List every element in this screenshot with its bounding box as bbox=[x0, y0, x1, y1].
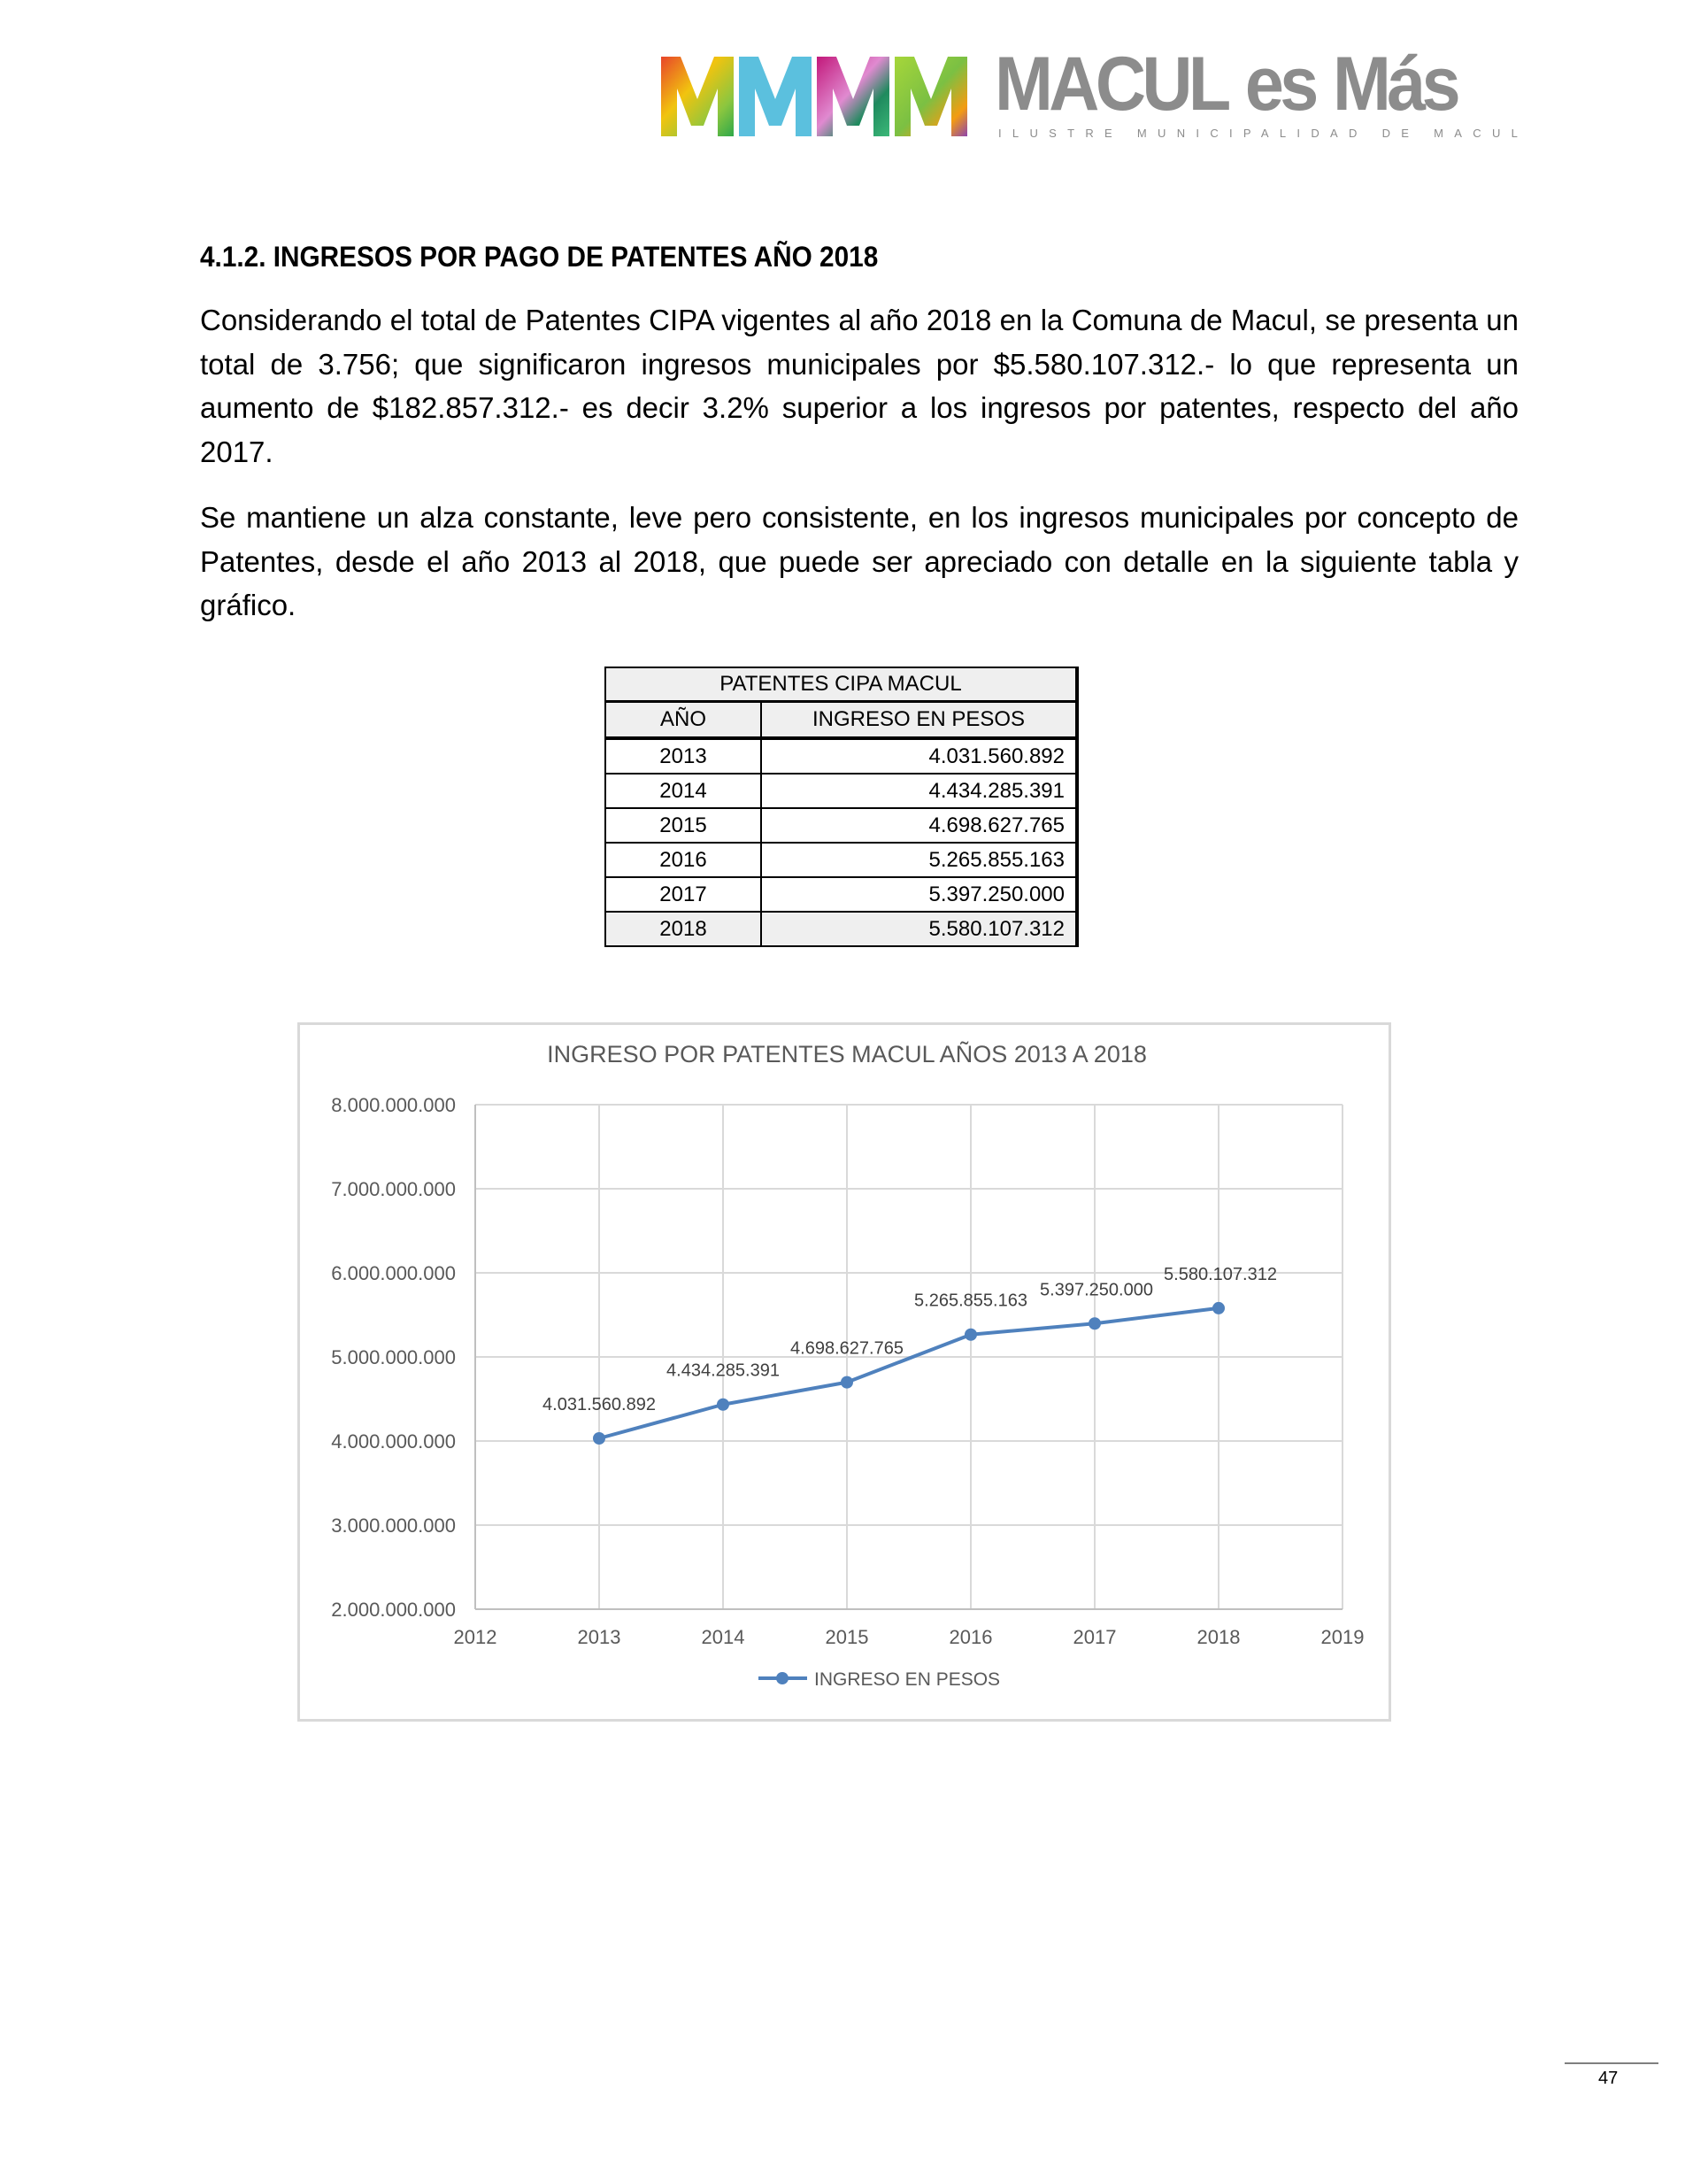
y-tick-label: 7.000.000.000 bbox=[331, 1178, 456, 1200]
municipality-logo-wordmark bbox=[995, 42, 1458, 127]
body-paragraph-1: Considerando el total de Patentes CIPA vigentes al año 2018 en la Comuna de Macul, se presenta un total de 3.756; que significaron ingresos municipales por $5.580.107.312.- lo que representa un aumento de $182.857.312.- es decir 3.2% superior a los ingresos por patentes, respecto del año 2017. bbox=[200, 304, 1519, 468]
body-paragraph-2: Se mantiene un alza constante, leve pero consistente, en los ingresos municipales por concepto de Patentes, desde el año 2013 al 2018, que puede ser apreciado con detalle en la siguiente tabla y gráfico. bbox=[200, 501, 1519, 621]
data-label: 5.397.250.000 bbox=[1040, 1280, 1153, 1300]
logo-word-mas: Más bbox=[1332, 42, 1458, 127]
logo-word-es: es bbox=[1244, 42, 1315, 127]
data-point-marker bbox=[965, 1329, 977, 1341]
income-line-chart bbox=[297, 1022, 1391, 1722]
y-tick-label: 6.000.000.000 bbox=[331, 1262, 456, 1284]
data-label: 5.265.855.163 bbox=[914, 1291, 1027, 1311]
patentes-table bbox=[604, 667, 1079, 947]
municipality-logo-mark bbox=[661, 57, 971, 136]
table-title-row bbox=[605, 667, 1077, 702]
x-tick-label: 2015 bbox=[825, 1626, 869, 1648]
x-tick-label: 2014 bbox=[701, 1626, 745, 1648]
y-tick-label: 8.000.000.000 bbox=[331, 1094, 456, 1116]
cell-year: 2016 bbox=[605, 843, 761, 877]
data-point-marker bbox=[717, 1399, 729, 1411]
cell-income: 4.698.627.765 bbox=[761, 808, 1077, 843]
cell-income: 4.434.285.391 bbox=[761, 774, 1077, 808]
data-point-marker bbox=[841, 1376, 853, 1389]
logo-subtitle: ILUSTRE MUNICIPALIDAD DE MACUL bbox=[998, 127, 1529, 140]
y-tick-label: 4.000.000.000 bbox=[331, 1430, 456, 1453]
data-point-marker bbox=[593, 1432, 605, 1445]
table-row bbox=[605, 738, 1077, 774]
x-tick-label: 2013 bbox=[577, 1626, 621, 1648]
data-point-marker bbox=[1212, 1302, 1225, 1314]
chart-title: INGRESO POR PATENTES MACUL AÑOS 2013 A 2018 bbox=[547, 1041, 1147, 1067]
data-label: 4.698.627.765 bbox=[790, 1338, 904, 1359]
footer-rule bbox=[1565, 2062, 1658, 2064]
table-header-row bbox=[605, 702, 1077, 739]
table-row bbox=[605, 808, 1077, 843]
data-label: 4.434.285.391 bbox=[666, 1360, 780, 1381]
table-row bbox=[605, 912, 1077, 946]
x-tick-label: 2012 bbox=[453, 1626, 497, 1648]
y-tick-label: 5.000.000.000 bbox=[331, 1346, 456, 1368]
legend-label: INGRESO EN PESOS bbox=[814, 1669, 1001, 1690]
table-title: PATENTES CIPA MACUL bbox=[605, 667, 1077, 702]
legend-marker-icon bbox=[776, 1672, 789, 1684]
cell-income: 4.031.560.892 bbox=[761, 738, 1077, 774]
logo-letter-m-2 bbox=[739, 57, 812, 136]
page-number: 47 bbox=[1598, 2069, 1619, 2088]
logo-letter-m-3 bbox=[817, 57, 889, 136]
cell-year: 2018 bbox=[605, 912, 761, 946]
data-label: 5.580.107.312 bbox=[1164, 1264, 1277, 1284]
table-row bbox=[605, 877, 1077, 912]
cell-income: 5.580.107.312 bbox=[761, 912, 1077, 946]
x-tick-label: 2016 bbox=[949, 1626, 993, 1648]
x-tick-label: 2017 bbox=[1073, 1626, 1117, 1648]
column-header-year: AÑO bbox=[605, 702, 761, 739]
y-tick-label: 2.000.000.000 bbox=[331, 1599, 456, 1621]
cell-income: 5.397.250.000 bbox=[761, 877, 1077, 912]
x-tick-label: 2018 bbox=[1196, 1626, 1241, 1648]
section-heading: 4.1.2. INGRESOS POR PAGO DE PATENTES AÑO 2018 bbox=[200, 241, 879, 273]
cell-income: 5.265.855.163 bbox=[761, 843, 1077, 877]
table-row bbox=[605, 774, 1077, 808]
table-row bbox=[605, 843, 1077, 877]
x-tick-label: 2019 bbox=[1320, 1626, 1365, 1648]
data-point-marker bbox=[1089, 1317, 1101, 1329]
data-label: 4.031.560.892 bbox=[542, 1395, 656, 1415]
chart-canvas bbox=[300, 1025, 1394, 1724]
logo-letter-m-1 bbox=[661, 57, 734, 136]
y-tick-label: 3.000.000.000 bbox=[331, 1514, 456, 1537]
cell-year: 2015 bbox=[605, 808, 761, 843]
cell-year: 2014 bbox=[605, 774, 761, 808]
logo-letter-m-4 bbox=[895, 57, 967, 136]
cell-year: 2013 bbox=[605, 738, 761, 774]
column-header-income: INGRESO EN PESOS bbox=[761, 702, 1077, 739]
cell-year: 2017 bbox=[605, 877, 761, 912]
logo-word-macul: MACUL bbox=[995, 42, 1227, 127]
